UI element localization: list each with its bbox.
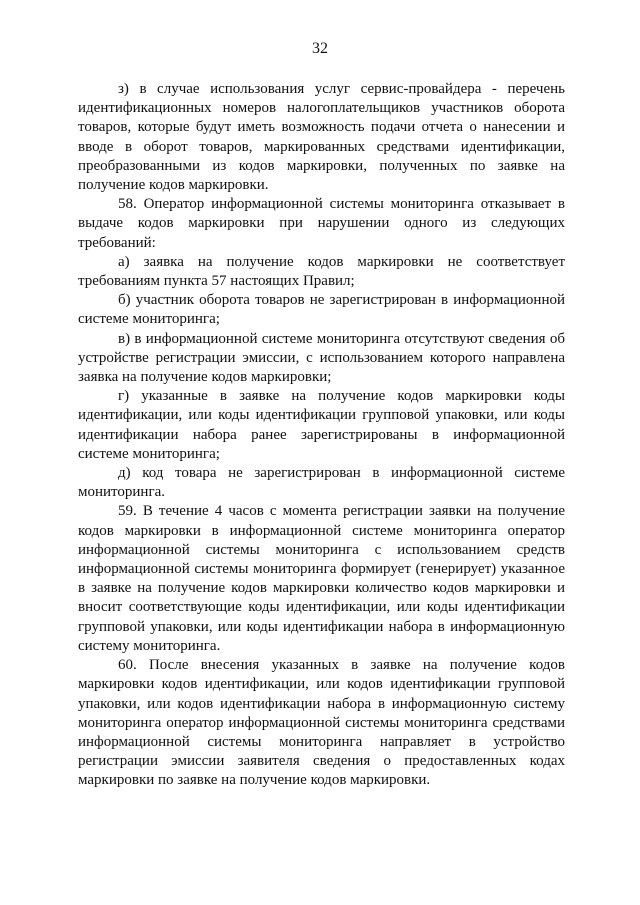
- document-body: [78, 80, 565, 791]
- paragraph-item-b: б) участник оборота товаров не зарегистрирован в информационной системе мониторинга;: [78, 292, 565, 328]
- paragraph-item-d: д) код товара не зарегистрирован в информационной системе мониторинга.: [78, 465, 565, 501]
- paragraph-item-v: в) в информационной системе мониторинга отсутствуют сведения об устройстве регистрации эмиссии, с использованием которого направлена заявка на получение кодов маркировки;: [78, 330, 565, 386]
- paragraph-item-a: а) заявка на получение кодов маркировки не соответствует требованиям пункта 57 настоящих Правил;: [78, 253, 565, 290]
- paragraph-item-g: г) указанные в заявке на получение кодов маркировки коды идентификации, или коды идентификации групповой упаковки, или коды идентификации набора ранее зарегистрированы в информационной системе мониторинга;: [78, 388, 565, 462]
- page-number: 32: [312, 40, 328, 57]
- paragraph-item-z: з) в случае использования услуг сервис-провайдера - перечень идентификационных номеров налогоплательщиков участников оборота товаров, которые будут иметь возможность подачи отчета о нанесении и вводе в оборот товаров, маркированных средствами идентификации, преобразованными из кодов маркировки, полученных по заявке на получение кодов маркировки.: [78, 81, 565, 194]
- paragraph-clause-59: 59. В течение 4 часов с момента регистрации заявки на получение кодов маркировки в информационной системе мониторинга оператор информационной системы мониторинга с использованием средств информационной системы мониторинга формирует (генерирует) указанное в заявке на получение кодов маркировки количество кодов маркировки и вносит соответствующие коды идентификации, или коды идентификации групповой упаковки, или коды идентификации набора в информационную систему мониторинга.: [78, 503, 565, 654]
- paragraph-clause-58: 58. Оператор информационной системы мониторинга отказывает в выдаче кодов маркировки при нарушении одного из следующих требований:: [78, 196, 565, 251]
- paragraph-clause-60: 60. После внесения указанных в заявке на получение кодов маркировки кодов идентификации, или кодов идентификации групповой упаковки, или кодов идентификации набора в информационную систему мониторинга оператор информационной системы мониторинга средствами информационной системы мониторинга направляет в устройство регистрации эмиссии заявителя сведения о предоставленных кодах маркировки по заявке на получение кодов маркировки.: [78, 657, 565, 789]
